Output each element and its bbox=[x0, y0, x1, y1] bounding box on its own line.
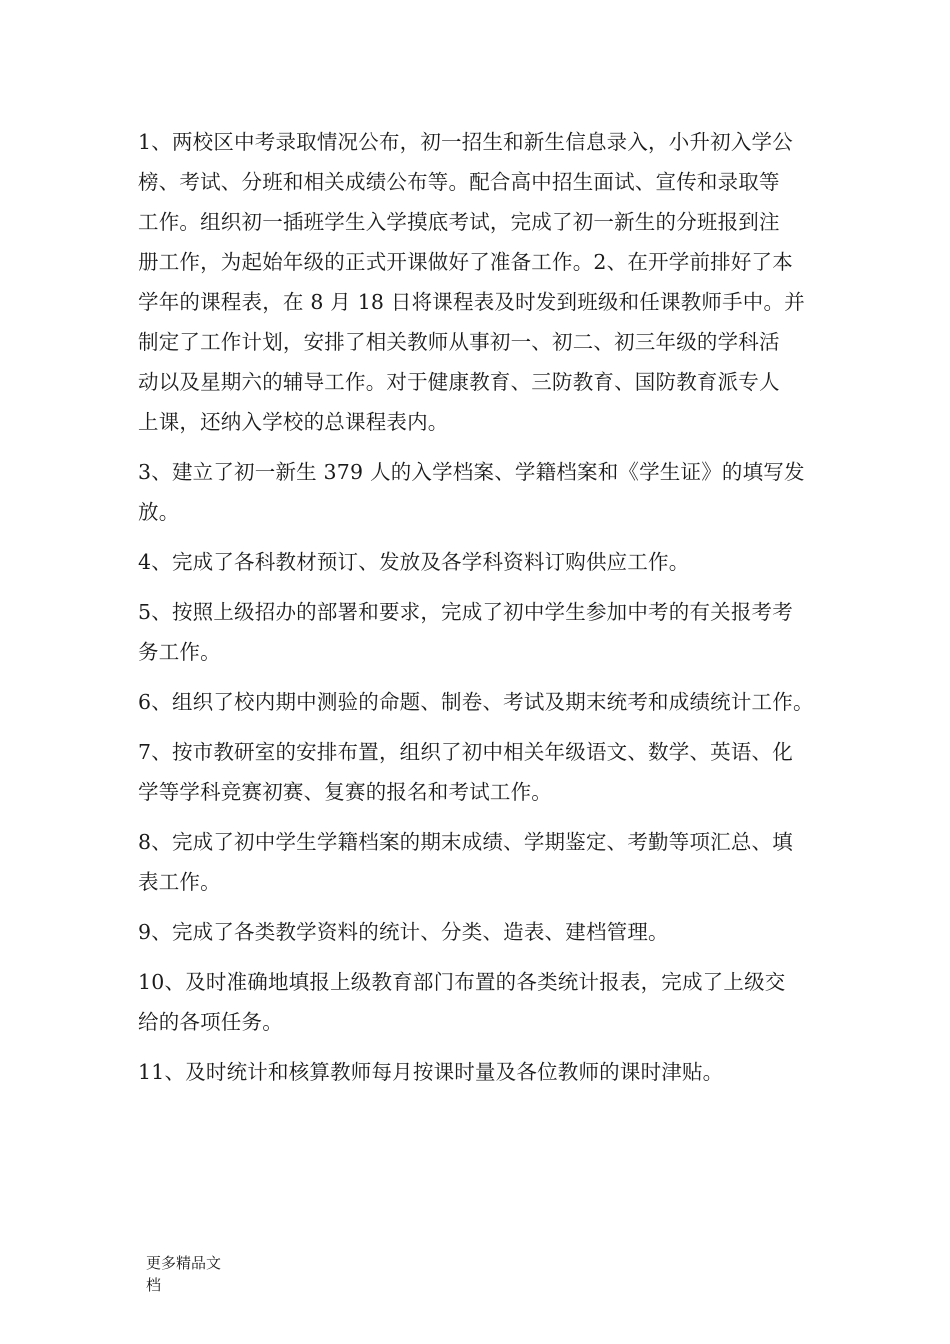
text-line: 给的各项任务。 bbox=[138, 1010, 283, 1034]
text-line: 动以及星期六的辅导工作。对于健康教育、三防教育、国防教育派专人 bbox=[138, 370, 780, 394]
text-line: 6、组织了校内期中测验的命题、制卷、考试及期末统考和成绩统计工作。 bbox=[138, 690, 814, 714]
footer-line: 更多精品文 bbox=[146, 1254, 222, 1272]
text-line: 9、完成了各类教学资料的统计、分类、造表、建档管理。 bbox=[138, 920, 669, 944]
text-line: 4、完成了各科教材预订、发放及各学科资料订购供应工作。 bbox=[138, 550, 690, 574]
text-line: 学等学科竞赛初赛、复赛的报名和考试工作。 bbox=[138, 780, 552, 804]
paragraph-gap bbox=[138, 722, 828, 732]
paragraph-gap bbox=[138, 902, 828, 912]
paragraph-gap bbox=[138, 1042, 828, 1052]
text-line: 10、及时准确地填报上级教育部门布置的各类统计报表，完成了上级交 bbox=[138, 970, 786, 994]
text-line: 7、按市教研室的安排布置，组织了初中相关年级语文、数学、英语、化 bbox=[138, 740, 793, 764]
text-line: 放。 bbox=[138, 500, 180, 524]
text-line: 务工作。 bbox=[138, 640, 221, 664]
text-line: 1、两校区中考录取情况公布，初一招生和新生信息录入，小升初入学公 bbox=[138, 130, 793, 154]
paragraph-gap bbox=[138, 812, 828, 822]
text-line: 学年的课程表，在 8 月 18 日将课程表及时发到班级和任课教师手中。并 bbox=[138, 290, 805, 314]
text-line: 制定了工作计划，安排了相关教师从事初一、初二、初三年级的学科活 bbox=[138, 330, 780, 354]
footer-note bbox=[146, 1252, 266, 1296]
paragraph-gap bbox=[138, 672, 828, 682]
footer-line: 档 bbox=[146, 1276, 162, 1294]
text-line: 表工作。 bbox=[138, 870, 221, 894]
text-line: 册工作，为起始年级的正式开课做好了准备工作。2、在开学前排好了本 bbox=[138, 250, 793, 274]
text-line: 3、建立了初一新生 379 人的入学档案、学籍档案和《学生证》的填写发 bbox=[138, 460, 805, 484]
document-body bbox=[138, 122, 828, 1092]
text-line: 工作。组织初一插班学生入学摸底考试，完成了初一新生的分班报到注 bbox=[138, 210, 780, 234]
text-line: 11、及时统计和核算教师每月按课时量及各位教师的课时津贴。 bbox=[138, 1060, 724, 1084]
text-line: 榜、考试、分班和相关成绩公布等。配合高中招生面试、宣传和录取等 bbox=[138, 170, 780, 194]
text-line: 上课，还纳入学校的总课程表内。 bbox=[138, 410, 449, 434]
paragraph-gap bbox=[138, 442, 828, 452]
text-line: 8、完成了初中学生学籍档案的期末成绩、学期鉴定、考勤等项汇总、填 bbox=[138, 830, 793, 854]
paragraph-gap bbox=[138, 582, 828, 592]
text-line: 5、按照上级招办的部署和要求，完成了初中学生参加中考的有关报考考 bbox=[138, 600, 793, 624]
paragraph-gap bbox=[138, 532, 828, 542]
paragraph-gap bbox=[138, 952, 828, 962]
